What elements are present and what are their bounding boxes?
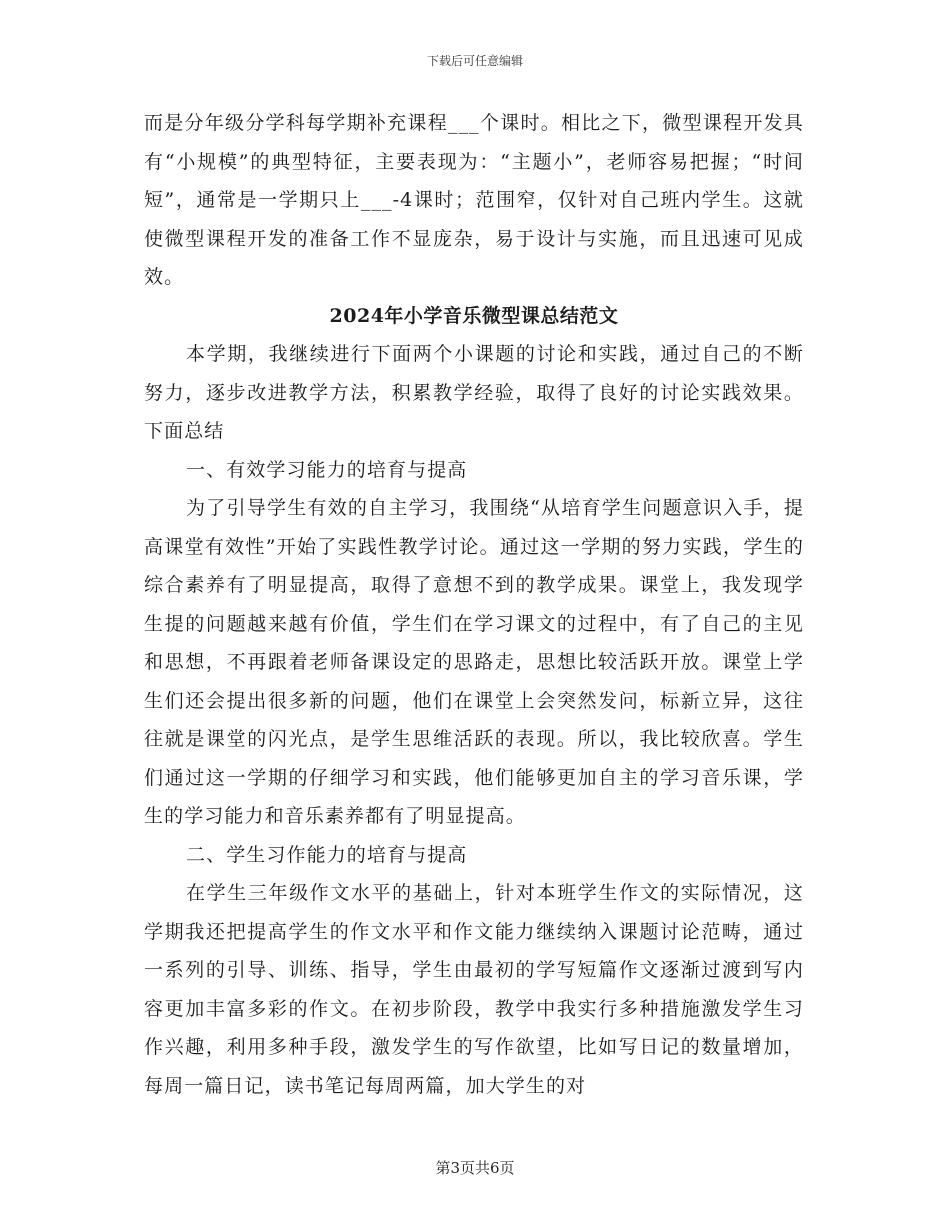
document-title: 2024年小学音乐微型课总结范文 [329,304,619,327]
intro-paragraph: 而是分年级分学科每学期补充课程___个课时。相比之下，微型课程开发具有“小规模”的典型特征，主要表现为：“主题小”，老师容易把握；“时间短”，通常是一学期只上___-4课时；范围窄，仅针对自己班内学生。这就使微型课程开发的准备工作不显庞杂，易于设计与实施，而且迅速可见成效。 [144,112,804,288]
document-body [144,104,804,1105]
page-number: 第3页共6页 [435,1159,515,1177]
section-heading-2: 二、学生习作能力的培育与提高 [186,843,468,866]
paragraph-2: 为了引导学生有效的自主学习，我围绕“从培育学生问题意识入手，提高课堂有效性”开始了实践性教学讨论。通过这一学期的努力实践，学生的综合素养有了明显提高，取得了意想不到的教学成果。课堂上，我发现学生提的问题越来越有价值，学生们在学习课文的过程中，有了自己的主见和思想，不再跟着老师备课设定的思路走，思想比较活跃开放。课堂上学生们还会提出很多新的问题，他们在课堂上会突然发问，标新立异，这往往就是课堂的闪光点，是学生思维活跃的表现。所以，我比较欣喜。学生们通过这一学期的仔细学习和实践，他们能够更加自主的学习音乐课，学生的学习能力和音乐素养都有了明显提高。 [144,497,804,827]
section-heading-1: 一、有效学习能力的培育与提高 [186,458,468,481]
paragraph-1: 本学期，我继续进行下面两个小课题的讨论和实践，通过自己的不断努力，逐步改进教学方法，积累教学经验，取得了良好的讨论实践效果。下面总结 [144,343,804,442]
header-note: 下载后可任意编辑 [426,54,523,68]
paragraph-3: 在学生三年级作文水平的基础上，针对本班学生作文的实际情况，这学期我还把提高学生的作文水平和作文能力继续纳入课题讨论范畴，通过一系列的引导、训练、指导，学生由最初的学写短篇作文逐渐过渡到写内容更加丰富多彩的作文。在初步阶段，教学中我实行多种措施激发学生习作兴趣，利用多种手段，激发学生的写作欲望，比如写日记的数量增加，每周一篇日记，读书笔记每周两篇，加大学生的对 [144,882,804,1097]
